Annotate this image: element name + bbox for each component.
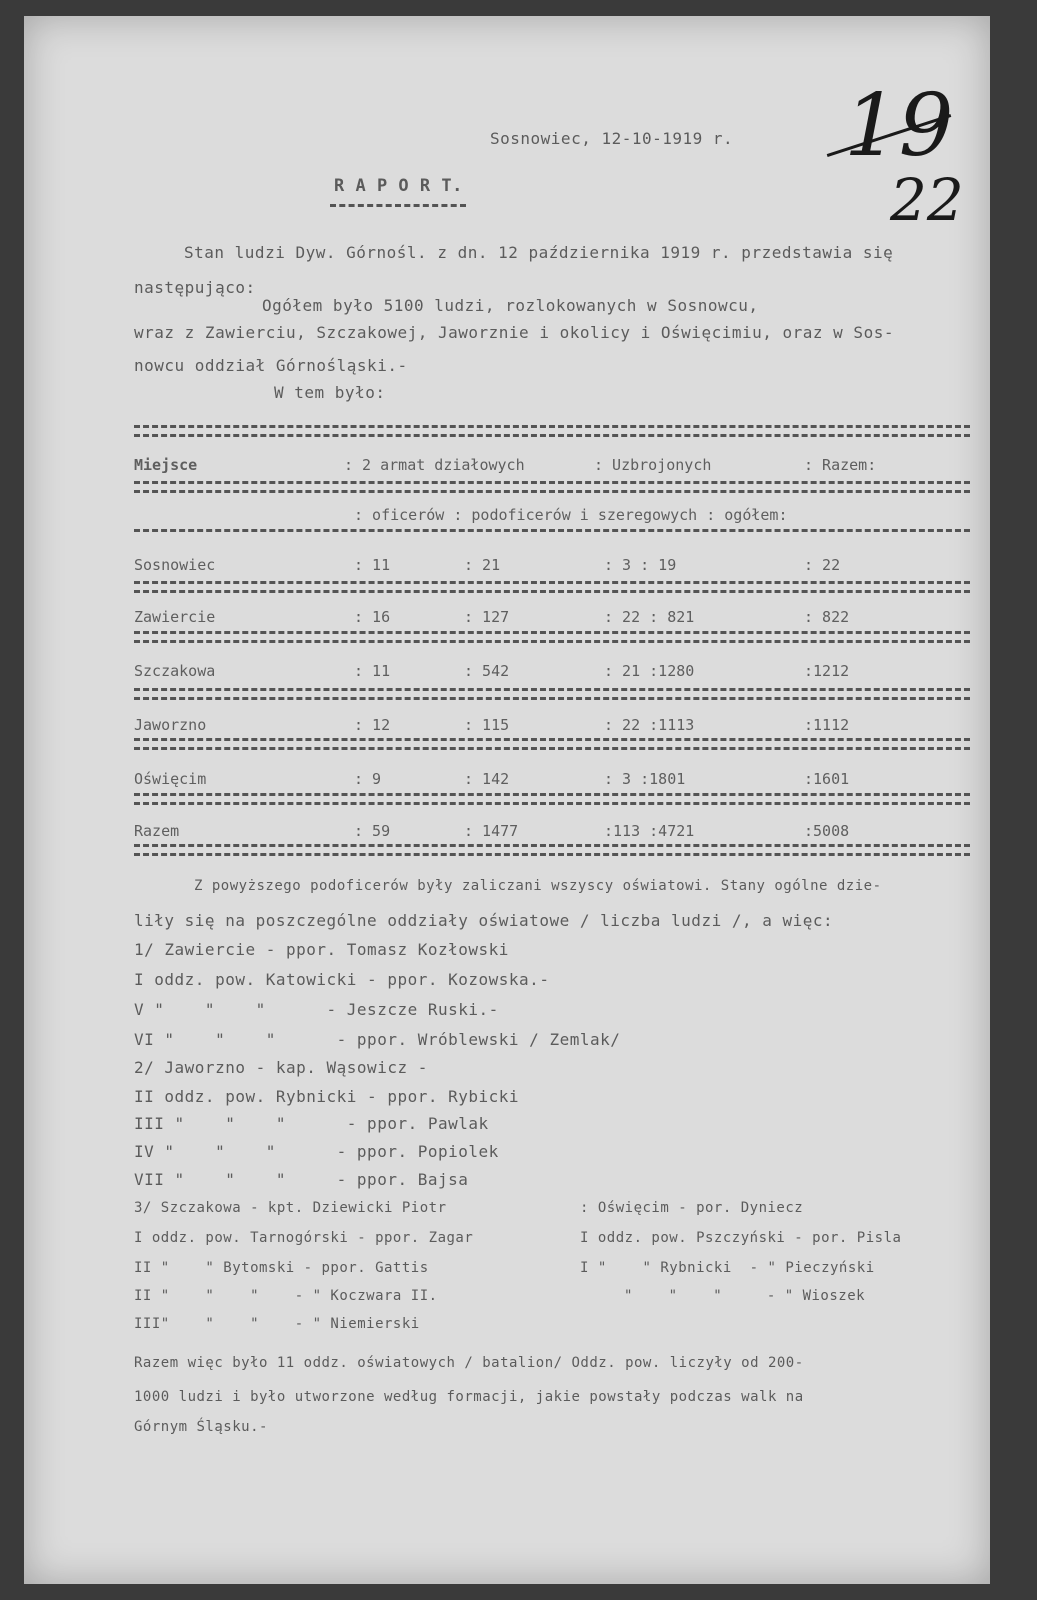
table-cell: : 822	[804, 608, 850, 626]
table-cell: :1112	[804, 716, 850, 734]
closing-line: Razem więc było 11 oddz. oświatowych / batalion/ Oddz. pow. liczyły od 200-	[134, 1355, 804, 1371]
intro-line: W tem było:	[274, 383, 386, 402]
intro-line: nowcu oddział Górnośląski.-	[134, 356, 408, 375]
table-rule	[134, 434, 970, 437]
table-cell: : 22	[804, 556, 841, 574]
place-date: Sosnowiec, 12-10-1919 r.	[490, 129, 734, 148]
body-line: Z powyższego podoficerów były zaliczani wszyscy oświatowi. Stany ogólne dzie-	[194, 878, 882, 894]
table-header-place: Miejsce	[134, 456, 198, 474]
table-header-armed: : 2 armat działowych	[344, 456, 525, 474]
table-rule	[134, 853, 970, 856]
table-cell: : 1477	[464, 822, 519, 840]
table-row-place: Jaworzno	[134, 716, 207, 734]
table-rule	[134, 738, 970, 741]
table-rule	[134, 640, 970, 643]
title-underline	[330, 204, 466, 207]
left-column-line: III" " " - " Niemierski	[134, 1316, 420, 1332]
body-line: VII " " " - ppor. Bajsa	[134, 1170, 469, 1189]
table-cell: : 11	[354, 662, 391, 680]
table-rule	[134, 581, 970, 584]
table-rule	[134, 490, 970, 493]
closing-line: Górnym Śląsku.-	[134, 1419, 268, 1435]
table-row-place: Sosnowiec	[134, 556, 216, 574]
table-cell: : 142	[464, 770, 510, 788]
right-column-line: " " " - " Wioszek	[624, 1288, 866, 1304]
table-rule	[134, 793, 970, 796]
table-cell: : 16	[354, 608, 391, 626]
table-rule	[134, 590, 970, 593]
body-line: V " " " - Jeszcze Ruski.-	[134, 1000, 499, 1019]
old-page-number: 19	[844, 76, 954, 176]
right-column-line: I oddz. pow. Pszczyński - por. Pisla	[580, 1230, 902, 1246]
table-rule	[134, 425, 970, 428]
body-line: IV " " " - ppor. Popiolek	[134, 1142, 499, 1161]
table-cell: :113 :4721	[604, 822, 695, 840]
table-cell: : 3 :1801	[604, 770, 686, 788]
left-column-line: I oddz. pow. Tarnogórski - ppor. Zagar	[134, 1230, 474, 1246]
body-line: II oddz. pow. Rybnicki - ppor. Rybicki	[134, 1087, 520, 1106]
left-column-line: II " " Bytomski - ppor. Gattis	[134, 1260, 429, 1276]
body-line: 2/ Jaworzno - kap. Wąsowicz -	[134, 1058, 428, 1077]
table-cell: : 21	[464, 556, 501, 574]
body-line: VI " " " - ppor. Wróblewski / Zemlak/	[134, 1030, 621, 1049]
left-column-line: 3/ Szczakowa - kpt. Dziewicki Piotr	[134, 1200, 447, 1216]
table-cell: : 127	[464, 608, 510, 626]
table-header-total: : Razem:	[804, 456, 877, 474]
document-page	[24, 16, 990, 1584]
table-cell: : 115	[464, 716, 510, 734]
closing-line: 1000 ludzi i było utworzone według formacji, jakie powstały podczas walk na	[134, 1389, 804, 1405]
table-cell: :5008	[804, 822, 850, 840]
table-cell: : 542	[464, 662, 510, 680]
intro-line: wraz z Zawierciu, Szczakowej, Jaworznie i okolicy i Oświęcimiu, oraz w Sos-	[134, 323, 894, 342]
left-column-line: II " " " - " Koczwara II.	[134, 1288, 438, 1304]
table-cell: : 3 : 19	[604, 556, 677, 574]
table-rule	[134, 802, 970, 805]
table-row-place: Szczakowa	[134, 662, 216, 680]
table-cell: : 22 :1113	[604, 716, 695, 734]
table-row-place: Razem	[134, 822, 180, 840]
body-line: III " " " - ppor. Pawlak	[134, 1114, 489, 1133]
document-title: R A P O R T.	[334, 176, 463, 196]
table-rule	[134, 529, 970, 532]
table-cell: : 21 :1280	[604, 662, 695, 680]
table-cell: : 11	[354, 556, 391, 574]
body-line: liły się na poszczególne oddziały oświatowe / liczba ludzi /, a więc:	[134, 911, 834, 930]
intro-line: Ogółem było 5100 ludzi, rozlokowanych w Sosnowcu,	[262, 296, 759, 315]
intro-line: następująco:	[134, 278, 256, 297]
table-cell: : 9	[354, 770, 382, 788]
table-cell: :1601	[804, 770, 850, 788]
new-page-number: 22	[890, 166, 964, 234]
table-rule	[134, 631, 970, 634]
table-rule	[134, 747, 970, 750]
intro-line: Stan ludzi Dyw. Górnośl. z dn. 12 października 1919 r. przedstawia się	[184, 243, 894, 262]
table-rule	[134, 481, 970, 484]
right-column-line: I " " Rybnicki - " Pieczyński	[580, 1260, 875, 1276]
table-cell: : 22 : 821	[604, 608, 695, 626]
table-rule	[134, 688, 970, 691]
table-header-equipped: : Uzbrojonych	[594, 456, 712, 474]
table-rule	[134, 697, 970, 700]
body-line: 1/ Zawiercie - ppor. Tomasz Kozłowski	[134, 940, 509, 959]
table-rule	[134, 844, 970, 847]
table-cell: : 12	[354, 716, 391, 734]
body-line: I oddz. pow. Katowicki - ppor. Kozowska.-	[134, 970, 550, 989]
table-row-place: Zawiercie	[134, 608, 216, 626]
table-cell: : 59	[354, 822, 391, 840]
right-column-line: : Oświęcim - por. Dyniecz	[580, 1200, 804, 1216]
table-cell: :1212	[804, 662, 850, 680]
table-subheader: : oficerów : podoficerów i szeregowych : ogółem:	[354, 506, 788, 524]
table-row-place: Oświęcim	[134, 770, 207, 788]
